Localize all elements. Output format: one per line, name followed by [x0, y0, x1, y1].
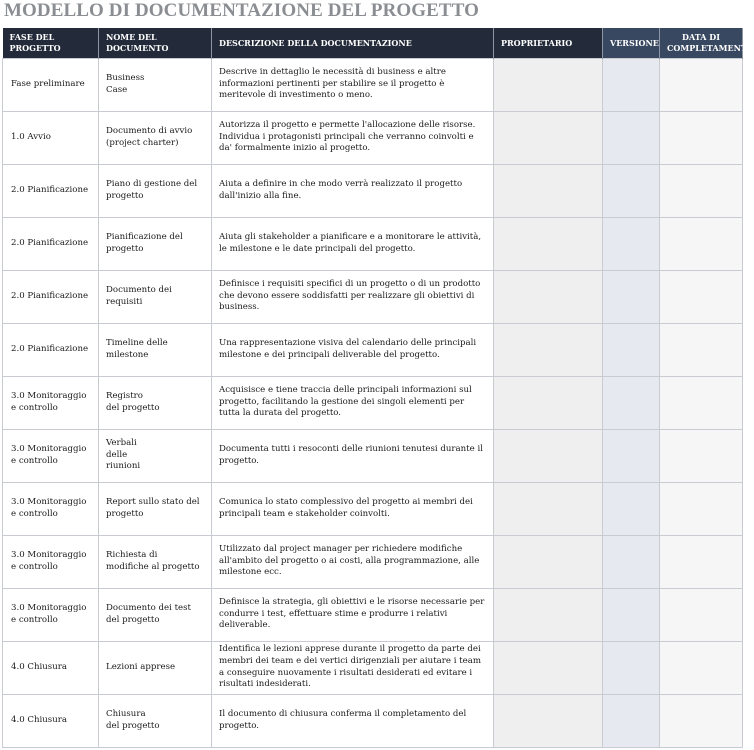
col-header-completion-date: DATA DI COMPLETAMENTO: [660, 28, 743, 58]
version-cell[interactable]: [603, 694, 660, 747]
completion-date-cell[interactable]: [660, 217, 743, 270]
owner-cell[interactable]: [494, 482, 603, 535]
table-row: [3, 376, 743, 429]
owner-cell[interactable]: [494, 323, 603, 376]
col-header-phase: FASE DEL PROGETTO: [3, 28, 99, 58]
phase-cell: 4.0 Chiusura: [3, 694, 99, 747]
doc-name-cell: Documento di avvio (project charter): [99, 111, 212, 164]
version-cell[interactable]: [603, 641, 660, 694]
phase-cell: 2.0 Pianificazione: [3, 323, 99, 376]
completion-date-cell[interactable]: [660, 535, 743, 588]
completion-date-cell[interactable]: [660, 58, 743, 111]
description-cell: Utilizzato dal project manager per richiedere modifiche all'ambito del progetto o ai costi, alla programmazione, alle milestone ecc.: [212, 535, 494, 588]
owner-cell[interactable]: [494, 270, 603, 323]
completion-date-cell[interactable]: [660, 694, 743, 747]
table-row: [3, 641, 743, 694]
completion-date-cell[interactable]: [660, 588, 743, 641]
phase-cell: 3.0 Monitoraggio e controllo: [3, 429, 99, 482]
table-row: [3, 217, 743, 270]
description-cell: Identifica le lezioni apprese durante il progetto da parte dei membri dei team e dei vertici dirigenziali per aiutare i team a conseguire nuovamente i risultati desiderati ed evitare i risultati indesiderati.: [212, 641, 494, 694]
doc-name-cell: Lezioni apprese: [99, 641, 212, 694]
table-row: [3, 482, 743, 535]
phase-cell: 1.0 Avvio: [3, 111, 99, 164]
version-cell[interactable]: [603, 429, 660, 482]
doc-name-cell: Registro del progetto: [99, 376, 212, 429]
phase-cell: 3.0 Monitoraggio e controllo: [3, 482, 99, 535]
table-row: [3, 535, 743, 588]
owner-cell[interactable]: [494, 429, 603, 482]
owner-cell[interactable]: [494, 588, 603, 641]
description-cell: Descrive in dettaglio le necessità di business e altre informazioni pertinenti per stabilire se il progetto è meritevole di investimento o meno.: [212, 58, 494, 111]
doc-name-cell: Verbali delle riunioni: [99, 429, 212, 482]
table-row: [3, 270, 743, 323]
description-cell: Aiuta a definire in che modo verrà realizzato il progetto dall'inizio alla fine.: [212, 164, 494, 217]
description-cell: Autorizza il progetto e permette l'allocazione delle risorse. Individua i protagonisti principali che verranno coinvolti e da' formalmente inizio al progetto.: [212, 111, 494, 164]
version-cell[interactable]: [603, 588, 660, 641]
description-cell: Il documento di chiusura conferma il completamento del progetto.: [212, 694, 494, 747]
owner-cell[interactable]: [494, 694, 603, 747]
doc-name-cell: Chiusura del progetto: [99, 694, 212, 747]
owner-cell[interactable]: [494, 641, 603, 694]
completion-date-cell[interactable]: [660, 641, 743, 694]
version-cell[interactable]: [603, 376, 660, 429]
description-cell: Una rappresentazione visiva del calendario delle principali milestone e dei principali deliverable del progetto.: [212, 323, 494, 376]
doc-name-cell: Business Case: [99, 58, 212, 111]
version-cell[interactable]: [603, 217, 660, 270]
description-cell: Aiuta gli stakeholder a pianificare e a monitorare le attività, le milestone e le date principali del progetto.: [212, 217, 494, 270]
description-cell: Definisce i requisiti specifici di un progetto o di un prodotto che devono essere soddisfatti per realizzare gli obiettivi di business.: [212, 270, 494, 323]
version-cell[interactable]: [603, 535, 660, 588]
table-row: [3, 429, 743, 482]
col-header-owner: PROPRIETARIO: [494, 28, 603, 58]
table-row: [3, 323, 743, 376]
owner-cell[interactable]: [494, 111, 603, 164]
doc-name-cell: Piano di gestione del progetto: [99, 164, 212, 217]
phase-cell: 2.0 Pianificazione: [3, 164, 99, 217]
doc-name-cell: Timeline delle milestone: [99, 323, 212, 376]
phase-cell: 2.0 Pianificazione: [3, 270, 99, 323]
version-cell[interactable]: [603, 270, 660, 323]
table-row: [3, 588, 743, 641]
completion-date-cell[interactable]: [660, 429, 743, 482]
completion-date-cell[interactable]: [660, 270, 743, 323]
doc-name-cell: Documento dei test del progetto: [99, 588, 212, 641]
phase-cell: 2.0 Pianificazione: [3, 217, 99, 270]
version-cell[interactable]: [603, 58, 660, 111]
version-cell[interactable]: [603, 164, 660, 217]
owner-cell[interactable]: [494, 164, 603, 217]
doc-name-cell: Richiesta di modifiche al progetto: [99, 535, 212, 588]
phase-cell: 3.0 Monitoraggio e controllo: [3, 535, 99, 588]
completion-date-cell[interactable]: [660, 323, 743, 376]
col-header-doc-name: NOME DEL DOCUMENTO: [99, 28, 212, 58]
phase-cell: 3.0 Monitoraggio e controllo: [3, 588, 99, 641]
description-cell: Acquisisce e tiene traccia delle principali informazioni sul progetto, facilitando la gestione dei singoli elementi per tutta la durata del progetto.: [212, 376, 494, 429]
description-cell: Comunica lo stato complessivo del progetto ai membri dei principali team e stakeholder coinvolti.: [212, 482, 494, 535]
doc-name-cell: Documento dei requisiti: [99, 270, 212, 323]
version-cell[interactable]: [603, 482, 660, 535]
table-row: [3, 164, 743, 217]
owner-cell[interactable]: [494, 217, 603, 270]
header-row: [3, 28, 743, 58]
col-header-version: VERSIONE: [603, 28, 660, 58]
page-title: MODELLO DI DOCUMENTAZIONE DEL PROGETTO: [4, 0, 479, 21]
phase-cell: 4.0 Chiusura: [3, 641, 99, 694]
phase-cell: Fase preliminare: [3, 58, 99, 111]
table-row: [3, 111, 743, 164]
phase-cell: 3.0 Monitoraggio e controllo: [3, 376, 99, 429]
completion-date-cell[interactable]: [660, 111, 743, 164]
version-cell[interactable]: [603, 111, 660, 164]
doc-name-cell: Report sullo stato del progetto: [99, 482, 212, 535]
description-cell: Documenta tutti i resoconti delle riunioni tenutesi durante il progetto.: [212, 429, 494, 482]
completion-date-cell[interactable]: [660, 482, 743, 535]
documentation-table: [2, 28, 754, 748]
description-cell: Definisce la strategia, gli obiettivi e le risorse necessarie per condurre i test, effettuare stime e produrre i relativi deliverable.: [212, 588, 494, 641]
col-header-description: DESCRIZIONE DELLA DOCUMENTAZIONE: [212, 28, 494, 58]
version-cell[interactable]: [603, 323, 660, 376]
table-row: [3, 58, 743, 111]
completion-date-cell[interactable]: [660, 376, 743, 429]
doc-name-cell: Pianificazione del progetto: [99, 217, 212, 270]
table-row: [3, 694, 743, 747]
completion-date-cell[interactable]: [660, 164, 743, 217]
owner-cell[interactable]: [494, 535, 603, 588]
owner-cell[interactable]: [494, 58, 603, 111]
owner-cell[interactable]: [494, 376, 603, 429]
